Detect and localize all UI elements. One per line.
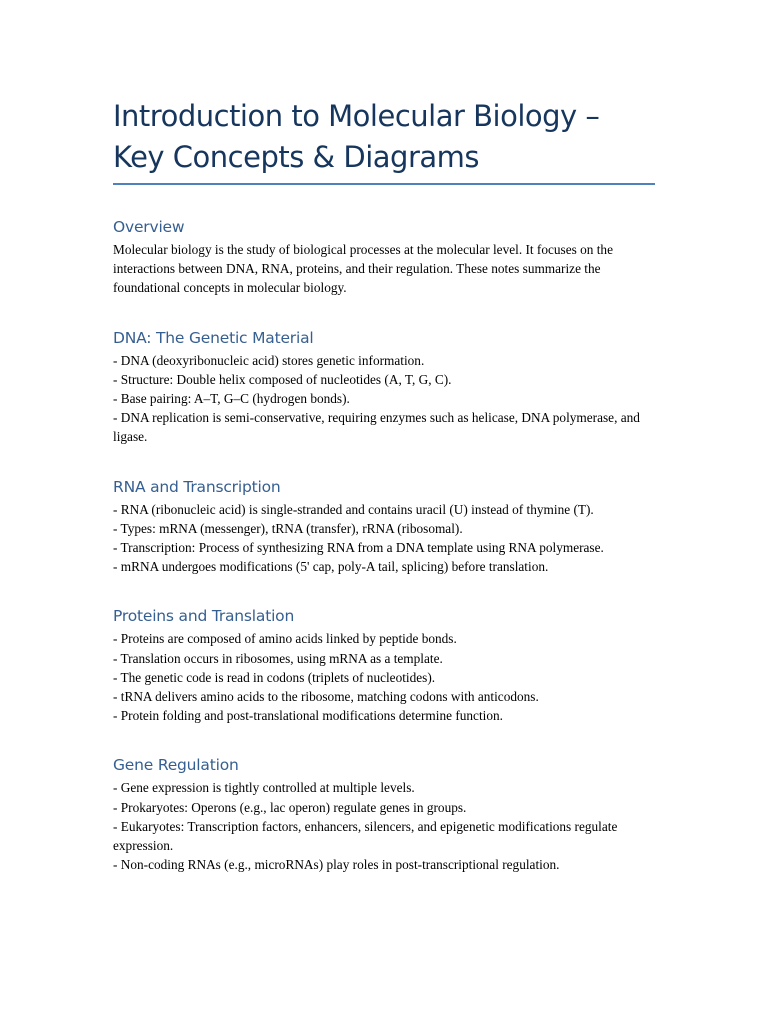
section-heading-gene-regulation: Gene Regulation	[113, 756, 239, 775]
section-overview	[113, 217, 655, 298]
list-item: - Eukaryotes: Transcription factors, enhancers, silencers, and epigenetic modifications regulate expression.	[113, 818, 618, 854]
page-title: Introduction to Molecular Biology – Key Concepts & Diagrams	[113, 99, 600, 174]
section-proteins	[113, 606, 655, 725]
list-item: - Transcription: Process of synthesizing RNA from a DNA template using RNA polymerase.	[113, 540, 604, 556]
paragraph: Molecular biology is the study of biological processes at the molecular level. It focuses on the interactions between DNA, RNA, proteins, and their regulation. These notes summarize the foundational concepts in molecular biology.	[113, 242, 613, 296]
section-body-overview	[113, 240, 655, 298]
list-item: - Non-coding RNAs (e.g., microRNAs) play roles in post-transcriptional regulation.	[113, 857, 560, 873]
section-body-rna	[113, 500, 655, 577]
list-item: - Base pairing: A–T, G–C (hydrogen bonds).	[113, 391, 350, 407]
list-item: - Protein folding and post-translational modifications determine function.	[113, 708, 503, 724]
section-body-dna	[113, 351, 655, 447]
list-item: - DNA replication is semi-conservative, requiring enzymes such as helicase, DNA polymerase, and ligase.	[113, 410, 640, 445]
section-body-gene-regulation	[113, 778, 655, 874]
list-item: - RNA (ribonucleic acid) is single-stranded and contains uracil (U) instead of thymine (T).	[113, 501, 594, 517]
list-item: - tRNA delivers amino acids to the ribosome, matching codons with anticodons.	[113, 689, 539, 705]
list-item: - DNA (deoxyribonucleic acid) stores genetic information.	[113, 352, 425, 368]
section-heading-overview: Overview	[113, 218, 185, 236]
list-item: - Translation occurs in ribosomes, using mRNA as a template.	[113, 650, 443, 666]
title-divider	[113, 183, 655, 185]
document-page	[113, 96, 655, 874]
list-item: - Gene expression is tightly controlled at multiple levels.	[113, 780, 415, 796]
section-body-proteins	[113, 629, 655, 725]
section-dna	[113, 328, 655, 447]
list-item: - mRNA undergoes modifications (5' cap, poly-A tail, splicing) before translation.	[113, 559, 549, 575]
list-item: - Structure: Double helix composed of nucleotides (A, T, G, C).	[113, 371, 452, 387]
section-heading-proteins: Proteins and Translation	[113, 607, 295, 626]
list-item: - The genetic code is read in codons (triplets of nucleotides).	[113, 669, 436, 685]
section-heading-dna: DNA: The Genetic Material	[113, 328, 314, 347]
list-item: - Proteins are composed of amino acids linked by peptide bonds.	[113, 631, 457, 647]
section-heading-rna: RNA and Transcription	[113, 477, 281, 496]
section-rna	[113, 477, 655, 577]
list-item: - Types: mRNA (messenger), tRNA (transfer), rRNA (ribosomal).	[113, 520, 463, 536]
list-item: - Prokaryotes: Operons (e.g., lac operon) regulate genes in groups.	[113, 799, 467, 815]
section-gene-regulation	[113, 755, 655, 874]
